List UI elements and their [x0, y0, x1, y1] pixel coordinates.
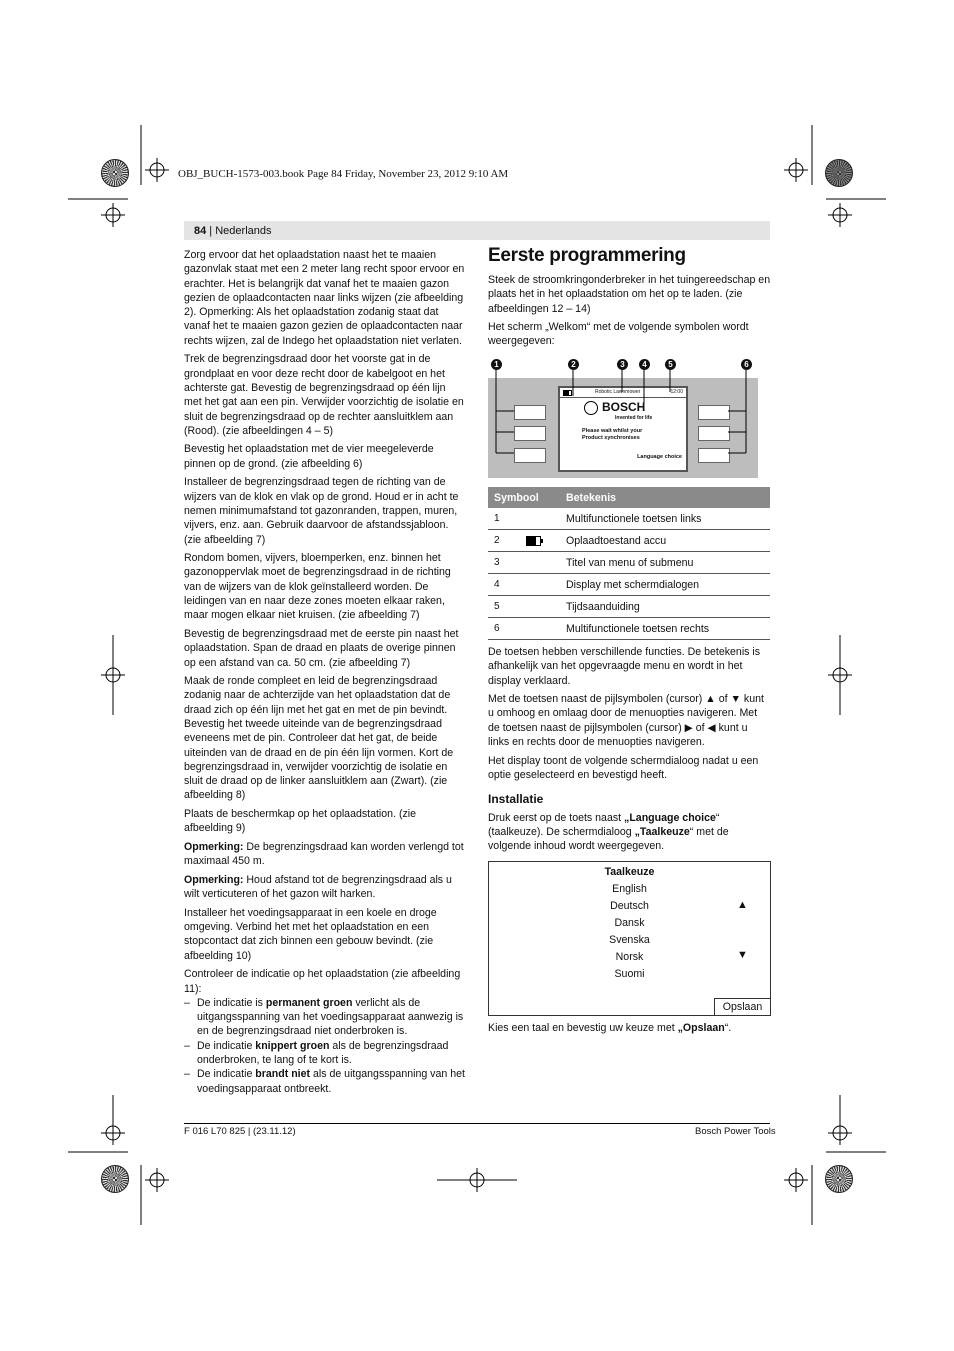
table-header: Betekenis — [560, 487, 770, 508]
display-title: Robotic Lawnmower — [595, 389, 641, 395]
symbol-number: 5 — [488, 596, 520, 618]
symbol-cell — [520, 574, 560, 596]
table-row — [488, 574, 770, 596]
note-text: Houd afstand tot de begrenzingsdraad als u wilt verticuteren of het gazon wilt harken. — [184, 873, 452, 901]
display-time: 12:00 — [670, 389, 683, 395]
table-row — [488, 508, 770, 530]
dialog-title: Taalkeuze — [604, 866, 655, 878]
callout-1: 1 — [491, 359, 502, 370]
table-row — [488, 530, 770, 552]
callout-5: 5 — [665, 359, 676, 370]
emph: „Taalkeuze — [634, 825, 690, 838]
registration-rosette — [101, 159, 129, 187]
registration-rosette — [101, 1165, 129, 1193]
footer-left: F 016 L70 825 | (23.11.12) — [184, 1126, 296, 1137]
right-column-body — [488, 645, 771, 853]
emph: „Language choice — [624, 811, 716, 824]
paragraph: Het scherm „Welkom“ met de volgende symbolen wordt weergegeven: — [488, 321, 749, 348]
paragraph: Maak de ronde compleet en leid de begrenzingsdraad zodanig naar de achterzijde van het oplaadstation dat de draad zich op één lijn met het gat en met de pin bevindt. Bevestig het tweede uiteinde van de begrenzingsdraad eveneens met de pin. Controleer dat het gat, de beide uiteinden van de draad en de pin één lijn vormen. Kort de begrenzingsdraad in, verwijder voorzichtig de isolatie en sluit de draad op de linker aansluitklem aan (Zwart). (zie afbeelding 8) — [184, 675, 454, 802]
paragraph: Steek de stroomkringonderbreker in het tuingereedschap en plaats het in het oplaadstation om het op te laden. (zie afbeeldingen 12 – 14) — [488, 274, 771, 315]
language-list — [489, 864, 770, 983]
language-option[interactable]: Suomi — [614, 968, 645, 980]
arrow-up-icon[interactable]: ▲ — [737, 899, 748, 911]
paragraph: Installeer het voedingsapparaat in een koele en droge omgeving. Verbind het met het oplaadstation en een stopcontact dat zich binnen een gebouw bevindt. (zie afbeelding 10) — [184, 906, 437, 962]
table-row — [488, 596, 770, 618]
display-language-choice: Language choice — [637, 454, 682, 460]
symbol-meaning: Display met schermdialogen — [560, 574, 770, 596]
language-option[interactable]: English — [612, 883, 647, 895]
list-dash: – — [184, 1039, 190, 1052]
left-column — [184, 248, 466, 1096]
symbol-cell — [520, 618, 560, 640]
language-dialog — [488, 861, 771, 1016]
language-option[interactable]: Norsk — [615, 951, 644, 963]
text: “. — [724, 1022, 732, 1034]
paragraph: De toetsen hebben verschillende functies. De betekenis is afhankelijk van het opgevraagde menu en wordt in het display verklaard. — [488, 646, 761, 687]
header-language: Nederlands — [215, 225, 272, 237]
note-label: Opmerking: — [184, 840, 244, 853]
symbol-cell — [520, 552, 560, 574]
emph: „Opslaan — [677, 1022, 725, 1034]
symbol-number: 3 — [488, 552, 520, 574]
paragraph: Zorg ervoor dat het oplaadstation naast het te maaien gazonvlak staat met een 2 meter lang recht spoor ervoor en erachter. Het is belangrijk dat vanaf het te maaien gazon gezien de oplaadcontacten naar links wijzen (zie afbeelding 2). Opmerking: Als het oplaadstation zodanig staat dat vanaf het te maaien gazon gezien de oplaadcontacten naar rechts wijzen, zal de Indego het oplaadstation niet verlaten. — [184, 249, 465, 347]
list-emph: brandt niet — [255, 1068, 311, 1081]
symbol-cell — [520, 508, 560, 530]
save-button[interactable]: Opslaan — [714, 998, 770, 1015]
symbol-meaning: Multifunctionele toetsen links — [560, 508, 770, 530]
table-header-row — [488, 487, 770, 508]
list-dash: – — [184, 996, 190, 1009]
list-item — [184, 1067, 466, 1096]
list-text: als de begrenzingsdraad onderbroken, te lang of te kort is. — [197, 1039, 449, 1066]
header-separator: | — [206, 225, 216, 237]
registration-rosette — [825, 1165, 853, 1193]
paragraph: Bevestig het oplaadstation met de vier meegeleverde pinnen op de grond. (zie afbeelding 6) — [184, 443, 434, 470]
list-emph: knippert groen — [255, 1039, 330, 1052]
symbol-meaning: Oplaadtoestand accu — [560, 530, 770, 552]
language-option[interactable]: Svenska — [609, 934, 650, 946]
display-wait-line-1: Please wait whilst your — [582, 428, 643, 434]
list-text: De indicatie — [197, 1039, 256, 1052]
note-label: Opmerking: — [184, 873, 244, 886]
page-number: 84 — [194, 225, 207, 237]
list-text: verlicht als de uitgangsspanning van het voedingsapparaat aanwezig is en de begrenzingsdraad niet onderbroken is. — [197, 996, 464, 1038]
battery-icon — [526, 536, 541, 546]
callout-3: 3 — [617, 359, 628, 370]
language-option[interactable]: Deutsch — [610, 900, 649, 912]
paragraph: Plaats de beschermkap op het oplaadstation. (zie afbeelding 9) — [184, 808, 417, 835]
language-option[interactable]: Dansk — [614, 917, 645, 929]
paragraph: Bevestig de begrenzingsdraad met de eerste pin naast het oplaadstation. Span de draad en plaats de overige pinnen op een afstand van ca. 50 cm. (zie afbeelding 7) — [184, 627, 459, 669]
note — [184, 840, 466, 869]
list-text: als de uitgangsspanning van het voedingsapparaat ontbreekt. — [197, 1068, 465, 1095]
text: Kies een taal en bevestig uw keuze met — [488, 1022, 678, 1034]
arrow-down-icon[interactable]: ▼ — [737, 949, 748, 961]
list-item — [184, 996, 466, 1039]
note-text: De begrenzingsdraad kan worden verlengd tot maximaal 450 m. — [184, 840, 464, 868]
paragraph: Trek de begrenzingsdraad door het voorste gat in de grondplaat en voor deze recht door de kabelgoot en het achterste gat. Bevestig de begrenzingsdraad op één lijn met het gat aan een pin. Verwijder voorzichtig de isolatie en sluit de begrenzingsdraad op de rechter aansluitklem aan (Rood). (zie afbeeldingen 4 – 5) — [184, 353, 464, 437]
section-title: Eerste programmering — [488, 245, 686, 266]
list-item — [184, 1039, 466, 1068]
display-tagline: Invented for life — [615, 415, 653, 421]
page-header — [184, 221, 770, 240]
callout-2: 2 — [568, 359, 579, 370]
paragraph: Met de toetsen naast de pijlsymbolen (cursor) ▲ of ▼ kunt u omhoog en omlaag door de menuopties navigeren. Met de toetsen naast de pijlsymbolen (cursor) ▶ of ◀ kunt u links en rechts door de menuopties navigeren. — [488, 693, 764, 749]
paragraph: Installeer de begrenzingsdraad tegen de richting van de wijzers van de klok en vlak op de grond. Houd er in acht te nemen minimumafstand tot gazonranden, trappen, muren, vijvers, enz. aan. Gebruik daarvoor de afstandssjabloon. (zie afbeelding 7) — [184, 476, 459, 546]
list-text: De indicatie is — [197, 996, 266, 1009]
paragraph — [488, 811, 771, 854]
display-wait-line-2: Product synchronises — [582, 435, 640, 441]
list-dash: – — [184, 1068, 190, 1081]
symbol-number: 4 — [488, 574, 520, 596]
device-screen-figure — [488, 358, 758, 478]
callout-leaders — [488, 358, 758, 478]
list-text: De indicatie — [197, 1068, 256, 1081]
book-info-line: OBJ_BUCH-1573-003.book Page 84 Friday, November 23, 2012 9:10 AM — [178, 168, 509, 180]
paragraph: Controleer de indicatie op het oplaadstation (zie afbeelding 11): — [184, 968, 461, 995]
symbol-meaning: Multifunctionele toetsen rechts — [560, 618, 770, 640]
text: “ (taalkeuze). De schermdialoog — [488, 811, 720, 838]
note — [184, 873, 466, 902]
symbol-meaning: Titel van menu of submenu — [560, 552, 770, 574]
table-row — [488, 552, 770, 574]
callout-4: 4 — [639, 359, 650, 370]
table-header: Symbool — [488, 487, 560, 508]
footer-right: Bosch Power Tools — [695, 1126, 776, 1137]
registration-rosette — [825, 159, 853, 187]
closing-paragraph — [488, 1021, 771, 1035]
display-brand: BOSCH — [602, 400, 646, 414]
text: “ met de volgende inhoud wordt weergegeven. — [488, 825, 729, 853]
symbol-cell — [520, 530, 560, 552]
paragraph: Het display toont de volgende schermdialoog nadat u een optie geselecteerd en bevestigd heeft. — [488, 754, 759, 781]
list-emph: permanent groen — [265, 996, 353, 1009]
callout-6: 6 — [741, 359, 752, 370]
right-column-intro — [488, 273, 771, 353]
symbol-meaning: Tijdsaanduiding — [560, 596, 770, 618]
paragraph: Rondom bomen, vijvers, bloemperken, enz. binnen het gazonoppervlak moet de begrenzingsdraad in de richting van de wijzers van de klok geïnstalleerd worden. De leidingen van en naar deze zones moeten elkaar raken, maar mogen elkaar niet kruisen. (zie afbeelding 7) — [184, 552, 451, 622]
footer-rule — [184, 1123, 770, 1124]
table-row — [488, 618, 770, 640]
text: Druk eerst op de toets naast — [488, 811, 625, 824]
symbol-table — [488, 487, 770, 640]
subsection-title: Installatie — [488, 792, 544, 807]
symbol-number: 2 — [488, 530, 520, 552]
symbol-number: 1 — [488, 508, 520, 530]
symbol-number: 6 — [488, 618, 520, 640]
symbol-cell — [520, 596, 560, 618]
